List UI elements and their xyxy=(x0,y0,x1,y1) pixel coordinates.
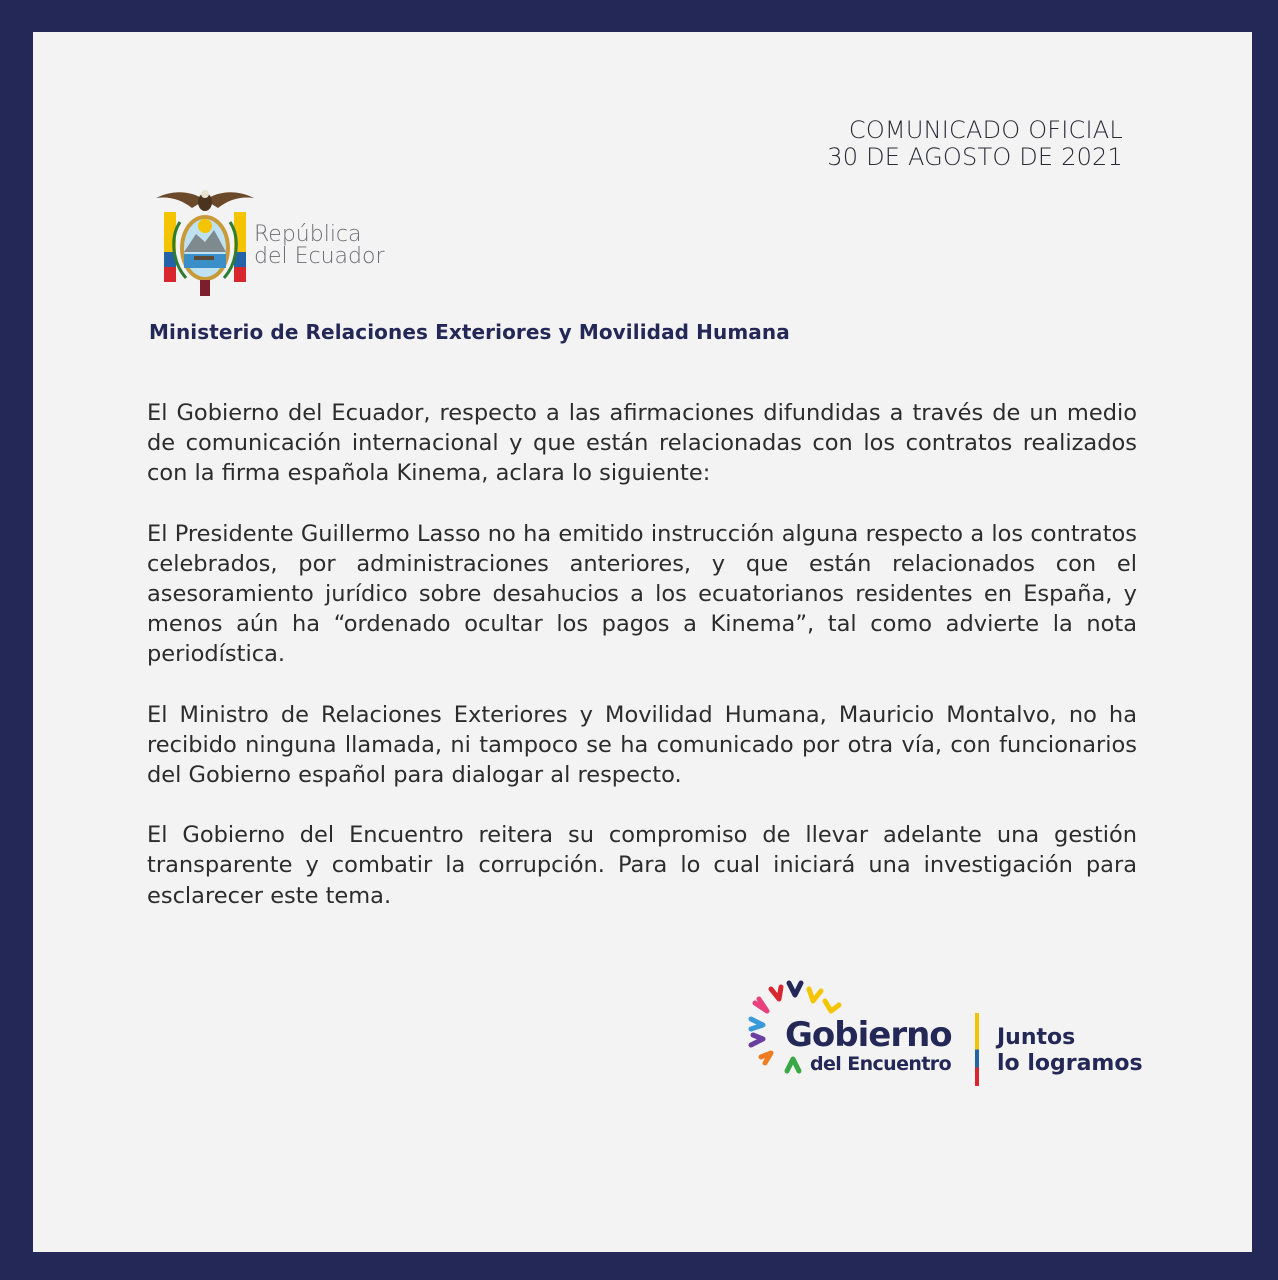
republic-wordmark xyxy=(254,224,385,268)
republic-line-2: del Ecuador xyxy=(254,244,385,269)
logo-sub-text: del Encuentro xyxy=(810,1053,952,1075)
logo-main-text: Gobierno xyxy=(785,1015,952,1055)
ecuador-coat-of-arms-icon xyxy=(150,182,260,302)
statement-body xyxy=(147,398,1137,941)
paragraph: El Gobierno del Encuentro reitera su compromiso de llevar adelante una gestión transparente y combatir la corrupción. Para lo cual iniciará una investigación para esclarecer este tema. xyxy=(147,822,1137,909)
document-header xyxy=(827,117,1123,171)
paragraph: El Gobierno del Ecuador, respecto a las afirmaciones difundidas a través de un medio de comunicación internacional y que están relacionadas con los contratos realizados con la firma española Kinema, aclara lo siguiente: xyxy=(147,400,1137,487)
doc-date: 30 DE AGOSTO DE 2021 xyxy=(827,143,1123,171)
paragraph: El Presidente Guillermo Lasso no ha emitido instrucción alguna respecto a los contratos celebrados, por administraciones anteriores, y que están relacionados con el asesoramiento jurídico sobre desahucios a los ecuatorianos residentes en España, y menos aún ha “ordenado ocultar los pagos a Kinema”, tal como advierte la nota periodística. xyxy=(147,520,1137,668)
logo-slogan xyxy=(997,1025,1143,1077)
paragraph: El Ministro de Relaciones Exteriores y Movilidad Humana, Mauricio Montalvo, no ha recibido ninguna llamada, ni tampoco se ha comunicado por otra vía, con funcionarios del Gobierno español para dialogar al respecto. xyxy=(147,701,1137,789)
gobierno-del-encuentro-logo xyxy=(745,977,1145,1087)
slogan-line-2: lo logramos xyxy=(997,1051,1143,1076)
document-page xyxy=(33,32,1252,1252)
ministry-title: Ministerio de Relaciones Exteriores y Movilidad Humana xyxy=(149,320,790,344)
slogan-line-1: Juntos xyxy=(997,1025,1076,1050)
doc-type: COMUNICADO OFICIAL xyxy=(848,116,1123,144)
flag-divider xyxy=(975,1013,979,1086)
republic-line-1: República xyxy=(254,222,362,247)
